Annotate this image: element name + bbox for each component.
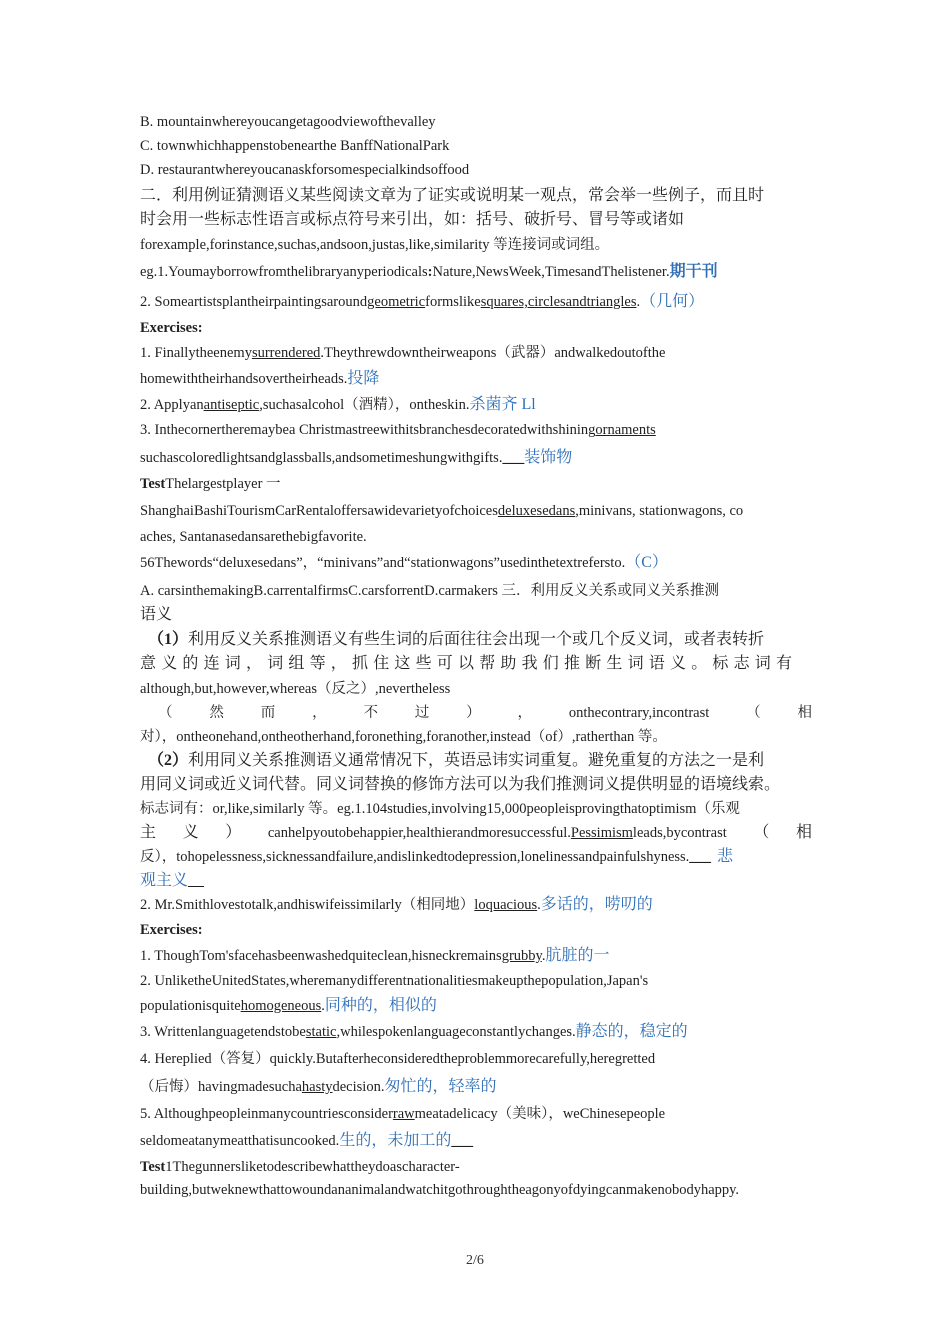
- test-text: ShanghaiBashiTourismCarRentaloffersawidevarietyofchoices: [140, 503, 498, 519]
- page-number: 2/6: [466, 1253, 484, 1268]
- underlined-word: antiseptic: [203, 397, 260, 413]
- text-fragment: ）: [225, 824, 242, 841]
- section2-example-1: [140, 262, 812, 282]
- exercise-3-2-line-2: [140, 996, 812, 1016]
- section3-para1-line1: [140, 630, 812, 650]
- exercise-text: （后悔）havingmadesucha: [140, 1079, 302, 1095]
- section2-text-3: forexample,forinstance,suchas,andsoon,justas,like,similarity 等连接词或词组。: [140, 237, 610, 253]
- text-fragment: 相: [797, 705, 812, 721]
- underlined-word: Pessimism: [570, 825, 633, 841]
- test-heading: [140, 474, 812, 494]
- section2-text-2: 时会用一些标志性语言或标点符号来引出，如：括号、破折号、冒号等或诸如: [140, 211, 685, 228]
- answer: 静态的，稳定的: [575, 1023, 688, 1040]
- para-text: 利用反义关系推测语义有些生词的后面往往会出现一个或几个反义词，或者表转折: [188, 631, 765, 648]
- exercise-3-2: 2. UnliketheUnitedStates,wheremanydifferentnationalitiesmakeupthepopulation,Japan's: [140, 973, 649, 989]
- exercise-1: [140, 343, 812, 363]
- section3-para2-line6: [140, 871, 812, 891]
- option-b: B. mountainwhereyoucangetagoodviewofthevalley: [140, 114, 436, 130]
- test-line-2: [140, 501, 812, 521]
- option-c: C. townwhichhappenstobenearthe BanffNationalPark: [140, 138, 450, 154]
- underlined-word: surrendered: [251, 345, 321, 361]
- answer: （C）: [625, 554, 668, 571]
- text-fragment: 义: [182, 824, 199, 841]
- answer-blank: ___: [451, 1133, 474, 1149]
- section3-para2-line3: 标志词有：or,like,similarly 等。eg.1.104studies,involving15,000peopleisprovingthatoptimism（乐观: [140, 801, 740, 817]
- underlined-word: geometric: [367, 294, 426, 310]
- exercise-3-5: [140, 1104, 812, 1124]
- test-text: 1Thegunnersliketodescribewhattheydoascharacter-: [165, 1159, 460, 1175]
- exercise-text: decision.: [332, 1079, 385, 1095]
- answer: 生的，未加工的: [339, 1132, 452, 1149]
- section2-heading: 二．利用例证猜测语义某些阅读文章为了证实或说明某一观点，常会举一些例子，而且时: [140, 187, 765, 204]
- example-text: eg.1.Youmayborrowfromthelibraryanyperiodicals: [140, 264, 428, 280]
- underlined-word: grubby: [501, 948, 542, 964]
- exercise-3-line-2: [140, 448, 812, 468]
- answer: 杀菌齐 Ll: [469, 396, 536, 413]
- answer: （几何）: [640, 293, 705, 310]
- example-text: .: [537, 897, 541, 913]
- answer: 肮脏的一: [545, 947, 610, 964]
- para-text: leads,bycontrast: [632, 825, 727, 841]
- section3-para2-line2: 用同义词或近义词代替。同义词替换的修饰方法可以为我们推测词义提供明显的语境线索。: [140, 776, 781, 793]
- section3-para1-line5: 对），ontheonehand,ontheotherhand,foronething,foranother,instead（of）,ratherthan 等。: [140, 729, 667, 745]
- exercise-text: .Theythrewdowntheirweapons（武器）andwalkedoutofthe: [320, 345, 666, 361]
- option-d: D. restaurantwhereyoucanaskforsomespecialkindsoffood: [140, 162, 470, 178]
- example-text: formslike: [425, 294, 481, 310]
- text-fragment: ）: [466, 705, 481, 721]
- test-text: Thelargestplayer 一: [165, 476, 281, 492]
- section3-example-2: [140, 895, 812, 915]
- exercise-1-line-2: [140, 369, 812, 389]
- answer-blank: __: [188, 872, 205, 889]
- text-fragment: （: [753, 824, 770, 841]
- text-fragment: 而: [260, 705, 276, 721]
- exercise-text: ,whilespokenlanguageconstantlychanges.: [336, 1024, 576, 1040]
- section3-para1-line2: 意义的连词，词组等，抓住这些可以帮助我们推断生词语义。标志词有: [140, 655, 798, 672]
- test-label: Test: [140, 1159, 166, 1175]
- answer: 装饰物: [524, 449, 573, 466]
- answer: 匆忙的，轻率的: [384, 1078, 497, 1095]
- text-fragment: ，: [312, 705, 327, 721]
- example-text: 2. Mr.Smithlovestotalk,andhiswifeissimilarly（相同地）: [140, 897, 475, 913]
- exercise-text: seldomeatanymeatthatisuncooked.: [140, 1133, 340, 1149]
- text-fragment: onthecontrary,incontrast: [568, 705, 710, 721]
- text-fragment: 然: [209, 705, 224, 721]
- exercise-text: suchascoloredlightsandglassballs,andsometimeshungwithgifts.: [140, 450, 503, 466]
- section3-para2-line1: [140, 751, 812, 771]
- text-fragment: 相: [795, 824, 812, 841]
- exercises-heading: Exercises:: [140, 320, 203, 336]
- text-fragment: （: [746, 705, 761, 721]
- exercise-text: meatadelicacy（美味），weChinesepeople: [414, 1106, 666, 1122]
- answer: 投降: [347, 370, 380, 387]
- para-number: （2）: [148, 752, 189, 769]
- text-fragment: [268, 823, 727, 843]
- section3-para1-line3: although,but,however,whereas（反之）,nevertheless: [140, 681, 451, 697]
- exercise-3-5-line-2: [140, 1131, 812, 1151]
- test-label: Test: [140, 476, 166, 492]
- exercise-3-4: 4. Hereplied（答复）quickly.Butafterheconsideredtheproblemmorecarefully,heregretted: [140, 1051, 656, 1067]
- answer: 观主义: [140, 872, 189, 889]
- answer-blank: ___: [502, 450, 525, 466]
- question-text: 56Thewords“deluxesedans”，“minivans”and“stationwagons”usedinthetextrefersto.: [140, 555, 626, 571]
- text-fragment: 主: [140, 824, 157, 841]
- example-text: .: [636, 294, 641, 310]
- exercise-text: 3. Writtenlanguagetendstobe: [140, 1024, 306, 1040]
- section3-para1-line4: [140, 703, 812, 723]
- exercise-text: .: [541, 948, 546, 964]
- section3-para2-line5: [140, 847, 812, 867]
- exercise-text: ,suchasalcohol（酒精），ontheskin.: [259, 397, 470, 413]
- answer: 悲: [717, 848, 734, 865]
- underlined-word: deluxesedans: [497, 503, 576, 519]
- section3-heading-cont: 语义: [140, 606, 173, 623]
- exercise-3-4-line-2: [140, 1077, 812, 1097]
- para-text: 利用同义关系推测语义通常情况下，英语忌讳实词重复。避免重复的方法之一是利: [188, 752, 765, 769]
- example-text: Nature,NewsWeek,TimesandThelistener.: [432, 264, 670, 280]
- exercise-3-3: [140, 1022, 812, 1042]
- question-56: [140, 553, 812, 573]
- test-2-line-2: building,butweknewthattowoundananimalandwatchitgothroughtheagonyofdyingcanmakenobodyhappy.: [140, 1182, 740, 1198]
- answer: 同种的，相似的: [324, 997, 437, 1014]
- exercise-text: 5. Althoughpeopleinmanycountriesconsider: [140, 1106, 393, 1122]
- underlined-word: homogeneous: [240, 998, 322, 1014]
- underlined-word: squares,circlesandtriangles: [480, 294, 637, 310]
- para-text: 反），tohopelessness,sicknessandfailure,andislinkedtodepression,lonelinessandpainfulshyness.: [140, 849, 690, 865]
- test-text: ,minivans, stationwagons, co: [575, 503, 744, 519]
- exercise-3: [140, 420, 812, 440]
- underlined-word: loquacious: [474, 897, 538, 913]
- answer: 期干刊: [669, 263, 718, 280]
- exercise-text: 2. Applyan: [140, 397, 204, 413]
- underlined-word: raw: [392, 1106, 415, 1122]
- text-fragment: （: [158, 705, 173, 721]
- text-fragment: 过: [414, 705, 430, 721]
- answer-blank: ___: [689, 849, 712, 865]
- text-fragment: 不: [363, 705, 378, 721]
- exercise-2: [140, 395, 812, 415]
- test-2-heading: [140, 1157, 812, 1177]
- exercise-3-1: [140, 946, 812, 966]
- exercise-text: 1. ThoughTom'sfacehasbeenwashedquiteclean,hisneckremains: [140, 948, 502, 964]
- section2-example-2: [140, 292, 812, 312]
- colon: :: [427, 264, 433, 280]
- text-fragment: ，: [517, 705, 533, 721]
- test-line-3: aches, Santanasedansarethebigfavorite.: [140, 529, 367, 545]
- underlined-word: ornaments: [595, 422, 656, 438]
- exercise-text: 1. Finallytheenemy: [140, 345, 252, 361]
- exercise-text: populationisquite: [140, 998, 241, 1014]
- exercise-text: 3. Inthecornertheremaybea Christmastreewithitsbranchesdecoratedwithshining: [140, 422, 596, 438]
- underlined-word: static: [305, 1024, 337, 1040]
- exercise-text: homewiththeirhandsovertheirheads.: [140, 371, 348, 387]
- section3-para2-line4: [140, 823, 812, 843]
- example-text: 2. Someartistsplantheirpaintingsaround: [140, 294, 368, 310]
- para-text: canhelpyoutobehappier,healthierandmoresuccessful.: [267, 825, 571, 841]
- exercise-text: .: [321, 998, 325, 1014]
- para-number: （1）: [148, 631, 189, 648]
- answer: 多话的，唠叨的: [540, 896, 653, 913]
- question-56-options: A. carsinthemakingB.carrentalfirmsC.carsforrentD.carmakers 三．利用反义关系或同义关系推测: [140, 583, 720, 599]
- exercises-heading-2: Exercises:: [140, 922, 203, 938]
- underlined-word: hasty: [301, 1079, 333, 1095]
